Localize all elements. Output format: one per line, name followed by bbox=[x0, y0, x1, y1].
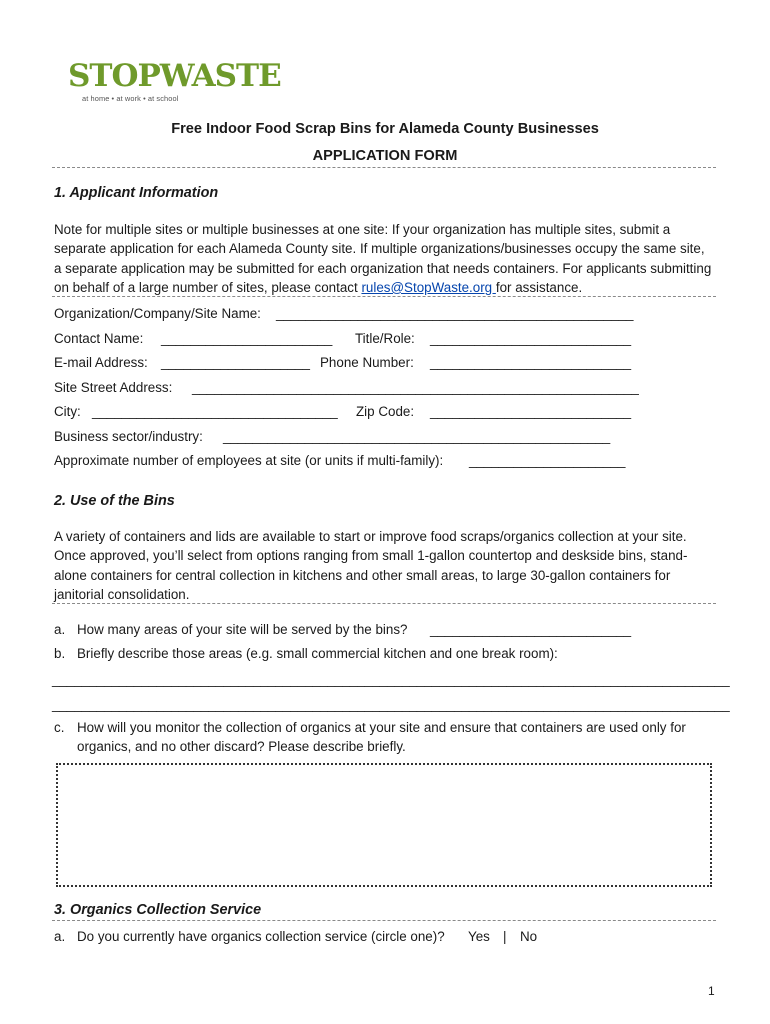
question-a-marker: a. bbox=[54, 622, 66, 637]
contact-name-label: Contact Name: bbox=[54, 331, 144, 346]
note-text: Note for multiple sites or multiple businesses at one site: If your organization has multiple sites, submit a separate application for each Alameda County site. If multiple organizations/businesses occupy the same site, a separate application may be submitted for each organization that needs containers. For applicants submitting on behalf of a large number of sites, please contact bbox=[54, 222, 712, 295]
title-role-label: Title/Role: bbox=[355, 331, 415, 346]
option-yes[interactable]: Yes bbox=[468, 929, 490, 944]
page-title: Free Indoor Food Scrap Bins for Alameda County Businesses bbox=[171, 121, 599, 137]
logo-wordmark: STOPWASTE bbox=[68, 58, 281, 94]
contact-name-field[interactable]: _______________________ bbox=[161, 331, 333, 346]
org-name-label: Organization/Company/Site Name: bbox=[54, 306, 261, 321]
section-2-heading: 2. Use of the Bins bbox=[54, 493, 175, 509]
employees-label: Approximate number of employees at site (or units if multi-family): bbox=[54, 453, 444, 468]
question-b-marker: b. bbox=[54, 646, 66, 661]
section-3-divider bbox=[52, 920, 716, 921]
zip-code-field[interactable]: ___________________________ bbox=[430, 404, 632, 419]
street-address-field[interactable]: ____________________________________________________________ bbox=[192, 380, 639, 395]
question-a-text: How many areas of your site will be served by the bins? bbox=[77, 622, 408, 637]
areas-count-field[interactable]: ___________________________ bbox=[430, 622, 632, 637]
question-3a-text: Do you currently have organics collection service (circle one)? bbox=[77, 929, 445, 944]
areas-description-line-1[interactable]: ___________________________________________________________________________________________ bbox=[52, 672, 730, 687]
street-address-label: Site Street Address: bbox=[54, 380, 173, 395]
business-sector-label: Business sector/industry: bbox=[54, 429, 203, 444]
section-1-heading: 1. Applicant Information bbox=[54, 185, 219, 201]
business-sector-field[interactable]: ____________________________________________________ bbox=[223, 429, 611, 444]
employees-field[interactable]: _____________________ bbox=[469, 453, 626, 468]
contact-email-link[interactable]: rules@StopWaste.org bbox=[361, 279, 496, 295]
section-2-intro: A variety of containers and lids are available to start or improve food scraps/organics collection at your site. Once approved, you’ll select from options ranging from small 1-gallon countertop and deskside bins, stand-alone containers for central collection in kitchens and other small areas, to large 30-gallon containers for janitorial consolidation. bbox=[54, 529, 688, 602]
section-2-divider bbox=[52, 603, 716, 604]
monitoring-description-box[interactable] bbox=[56, 763, 712, 887]
org-name-field[interactable]: ________________________________________________ bbox=[276, 306, 634, 321]
zip-code-label: Zip Code: bbox=[356, 404, 415, 419]
email-label: E-mail Address: bbox=[54, 355, 148, 370]
logo-tagline: at home • at work • at school bbox=[82, 94, 179, 103]
section-1-note bbox=[54, 220, 714, 297]
phone-field[interactable]: ___________________________ bbox=[430, 355, 632, 370]
phone-label: Phone Number: bbox=[320, 355, 414, 370]
question-c-text-line-1: How will you monitor the collection of organics at your site and ensure that containers are used only for bbox=[77, 720, 686, 735]
stopwaste-logo bbox=[62, 52, 281, 112]
question-3a-marker: a. bbox=[54, 929, 66, 944]
city-label: City: bbox=[54, 404, 81, 419]
areas-description-line-2[interactable]: ___________________________________________________________________________________________ bbox=[52, 697, 730, 712]
title-role-field[interactable]: ___________________________ bbox=[430, 331, 632, 346]
note-text-end: for assistance. bbox=[495, 279, 583, 295]
option-no[interactable]: No bbox=[520, 929, 538, 944]
section-1-divider bbox=[52, 296, 716, 297]
page-number: 1 bbox=[708, 984, 715, 998]
question-c-marker: c. bbox=[54, 720, 65, 735]
email-field[interactable]: ____________________ bbox=[161, 355, 310, 370]
section-3-heading: 3. Organics Collection Service bbox=[54, 902, 262, 918]
question-c-text-line-2: organics, and no other discard? Please describe briefly. bbox=[77, 739, 406, 754]
city-field[interactable]: _________________________________ bbox=[92, 404, 338, 419]
option-separator: | bbox=[503, 929, 507, 944]
header-divider bbox=[52, 167, 716, 168]
page-subtitle: APPLICATION FORM bbox=[312, 148, 458, 164]
question-b-text: Briefly describe those areas (e.g. small commercial kitchen and one break room): bbox=[77, 646, 558, 661]
